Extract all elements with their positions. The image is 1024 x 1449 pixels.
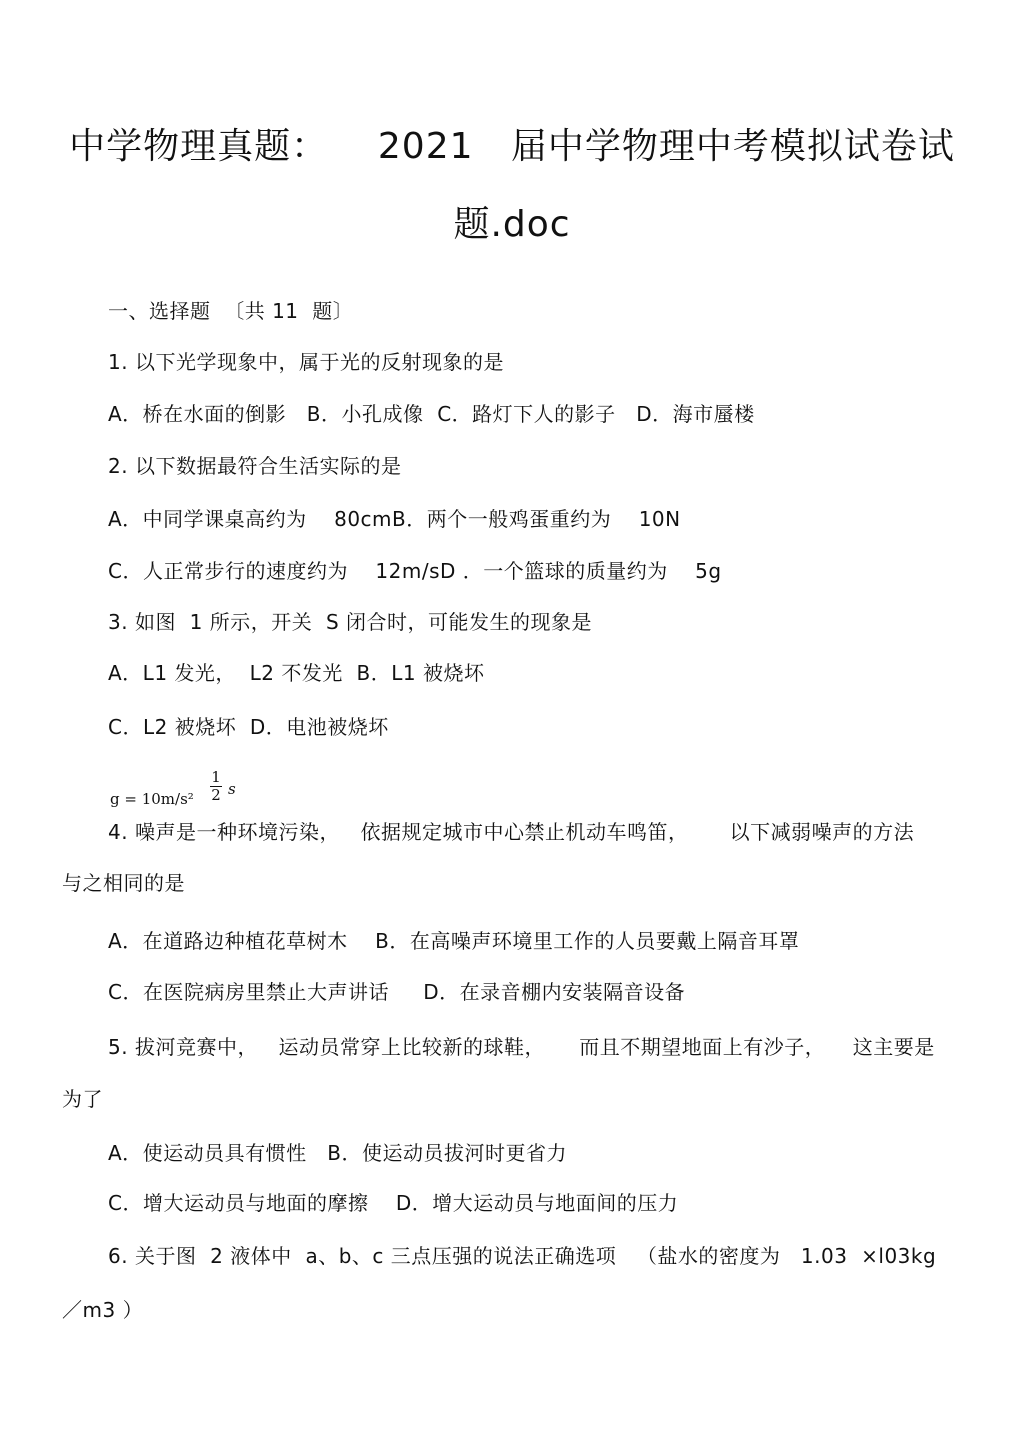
section-heading: 一、选择题 〔共 11 题〕 <box>108 299 354 323</box>
stray-formula <box>110 770 250 812</box>
formula-denominator: 2 <box>211 786 221 804</box>
question-4-options-ab: A．在道路边种植花草树木 B．在高噪声环境里工作的人员要戴上隔音耳罩 <box>108 929 800 953</box>
question-2-options-cd: C．人正常步行的速度约为 12m/sD ．一个篮球的质量约为 5g <box>108 559 722 583</box>
question-2-options-ab: A．中同学课桌高约为 80cmB．两个一般鸡蛋重约为 10N <box>108 507 681 531</box>
question-5-options-ab: A．使运动员具有惯性 B．使运动员拔河时更省力 <box>108 1141 567 1165</box>
question-1-stem: 1. 以下光学现象中，属于光的反射现象的是 <box>108 350 504 374</box>
question-2-stem: 2. 以下数据最符合生活实际的是 <box>108 454 402 478</box>
formula-gravity: g = 10m/s² <box>110 790 194 808</box>
question-3-options-cd: C．L2 被烧坏 D．电池被烧坏 <box>108 715 389 739</box>
document-title-line-2: 题.doc <box>453 204 571 245</box>
question-5-options-cd: C．增大运动员与地面的摩擦 D．增大运动员与地面间的压力 <box>108 1191 679 1215</box>
question-5-stem: 5. 拔河竞赛中， 运动员常穿上比较新的球鞋， 而且不期望地面上有沙子， 这主要是 <box>108 1035 935 1059</box>
question-4-stem: 4. 噪声是一种环境污染， 依据规定城市中心禁止机动车鸣笛， 以下减弱噪声的方法 <box>108 820 915 844</box>
question-3-options-ab: A．L1 发光， L2 不发光 B．L1 被烧坏 <box>108 661 485 685</box>
document-title-line-1: 中学物理真题： 2021 届中学物理中考模拟试卷试 <box>69 126 955 167</box>
question-4-options-cd: C．在医院病房里禁止大声讲话 D．在录音棚内安装隔音设备 <box>108 980 686 1004</box>
formula-numerator: 1 <box>211 768 221 786</box>
question-1-options: A．桥在水面的倒影 B．小孔成像 C．路灯下人的影子 D．海市蜃楼 <box>108 402 755 426</box>
question-5-stem-cont: 为了 <box>62 1087 103 1111</box>
formula-unit: s <box>228 780 236 798</box>
formula-fraction <box>210 770 222 803</box>
question-3-stem: 3. 如图 1 所示，开关 S 闭合时，可能发生的现象是 <box>108 610 593 634</box>
question-6-stem-cont: ／m3 ） <box>62 1298 144 1322</box>
question-6-stem: 6. 关于图 2 液体中 a、b、c 三点压强的说法正确选项 （盐水的密度为 1.03 ×l03kg <box>108 1244 937 1268</box>
question-4-stem-cont: 与之相同的是 <box>62 871 185 895</box>
